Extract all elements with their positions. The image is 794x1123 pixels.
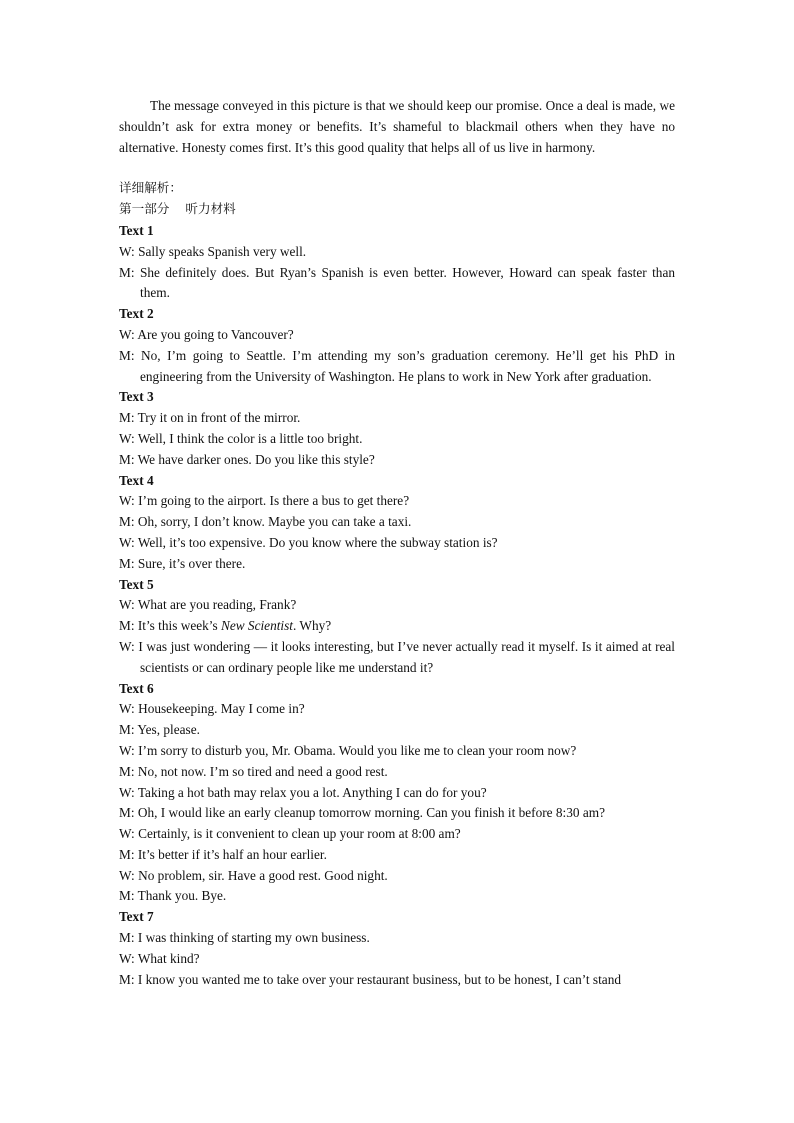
dialogue-text: Oh, sorry, I don’t know. Maybe you can take a taxi. — [137, 514, 412, 530]
speaker-label: M: — [119, 805, 135, 821]
dialogue-text: Oh, I would like an early cleanup tomorrow morning. Can you finish it before 8:30 am? — [137, 805, 605, 821]
speaker-label: M: — [119, 264, 135, 280]
dialogue-line — [119, 783, 675, 804]
dialogue-line — [119, 886, 675, 907]
dialogue-line — [119, 949, 675, 970]
text-section-title: Text 6 — [119, 680, 154, 696]
speaker-label: W: — [119, 826, 135, 842]
text-section — [119, 387, 675, 470]
dialogue-text: We have darker ones. Do you like this style? — [137, 451, 375, 467]
text-section — [119, 575, 675, 679]
dialogue-line — [119, 408, 675, 429]
dialogue-text: Yes, please. — [137, 722, 200, 738]
speaker-label: W: — [119, 243, 135, 259]
dialogue-text: Well, I think the color is a little too bright. — [137, 430, 363, 446]
dialogue-line — [119, 845, 675, 866]
dialogue-text-before: It’s this week’s — [137, 618, 221, 634]
analysis-heading: 详细解析： — [119, 180, 182, 196]
dialogue-line — [119, 429, 675, 450]
speaker-label: W: — [119, 326, 135, 342]
speaker-label: M: — [119, 722, 135, 738]
text-section — [119, 907, 675, 990]
intro-paragraph: The message conveyed in this picture is that we should keep our promise. Once a deal is made, we shouldn’t ask for extra money or benefits. It’s shameful to blackmail others when they have no alternative. Honesty comes first. It’s this good quality that helps all of us live in harmony. — [119, 98, 675, 155]
dialogue-line — [119, 554, 675, 575]
dialogue-text: Well, it’s too expensive. Do you know where the subway station is? — [137, 534, 498, 550]
speaker-label: W: — [119, 701, 135, 717]
speaker-label: W: — [119, 867, 135, 883]
speaker-label: M: — [119, 451, 135, 467]
dialogue-line — [119, 803, 675, 824]
magazine-title: New Scientist — [220, 618, 293, 634]
dialogue-line — [119, 491, 675, 512]
dialogue-text: What are you reading, Frank? — [137, 597, 297, 613]
text-section — [119, 471, 675, 575]
dialogue-text: I’m sorry to disturb you, Mr. Obama. Would you like me to clean your room now? — [138, 742, 577, 758]
speaker-label: W: — [119, 597, 135, 613]
dialogue-text: She definitely does. But Ryan’s Spanish is even better. However, Howard can speak faster than them. — [140, 264, 676, 301]
speaker-label: W: — [119, 742, 135, 758]
dialogue-line — [119, 263, 675, 305]
speaker-label: W: — [119, 493, 135, 509]
dialogue-text: Certainly, is it convenient to clean up your room at 8:00 am? — [138, 826, 461, 842]
dialogue-line — [119, 637, 675, 679]
dialogue-text-after: . Why? — [293, 618, 332, 634]
dialogue-line — [119, 928, 675, 949]
speaker-label: M: — [119, 971, 135, 987]
dialogue-line — [119, 616, 675, 637]
text-section — [119, 221, 675, 304]
speaker-label: W: — [119, 638, 135, 654]
text-section-title: Text 7 — [119, 909, 154, 925]
dialogue-line — [119, 325, 675, 346]
dialogue-text: Thank you. Bye. — [137, 888, 227, 904]
speaker-label: W: — [119, 784, 135, 800]
text-section — [119, 679, 675, 908]
dialogue-text: Are you going to Vancouver? — [137, 326, 294, 342]
dialogue-text: I was thinking of starting my own business. — [137, 930, 370, 946]
dialogue-text: I’m going to the airport. Is there a bus to get there? — [138, 493, 410, 509]
dialogue-text: I was just wondering — it looks interesting, but I’ve never actually read it myself. Is it aimed at real scientists or can ordinary people like me understand it? — [138, 638, 675, 675]
dialogue-text: Sure, it’s over there. — [137, 555, 246, 571]
dialogue-text: Taking a hot bath may relax you a lot. Anything I can do for you? — [137, 784, 487, 800]
dialogue-text: No, I’m going to Seattle. I’m attending my son’s graduation ceremony. He’ll get his PhD in engineering from the University of Washington. He plans to work in New York after graduation. — [140, 347, 675, 384]
dialogue-line — [119, 450, 675, 471]
dialogue-text: No problem, sir. Have a good rest. Good night. — [138, 867, 388, 883]
speaker-label: W: — [119, 534, 135, 550]
speaker-label: M: — [119, 763, 135, 779]
speaker-label: M: — [119, 410, 135, 426]
dialogue-line — [119, 762, 675, 783]
dialogue-text: Sally speaks Spanish very well. — [138, 243, 307, 259]
speaker-label: W: — [119, 430, 135, 446]
dialogue-text: It’s better if it’s half an hour earlier. — [137, 846, 327, 862]
text-section-title: Text 1 — [119, 222, 154, 238]
dialogue-line — [119, 699, 675, 720]
document-body — [119, 96, 675, 990]
dialogue-text: I know you wanted me to take over your restaurant business, but to be honest, I can’t stand — [137, 971, 621, 987]
speaker-label: M: — [119, 514, 135, 530]
dialogue-text: Housekeeping. May I come in? — [138, 701, 305, 717]
speaker-label: M: — [119, 347, 135, 363]
part-heading-text: 第一部分 听力材料 — [119, 201, 236, 217]
text-section — [119, 304, 675, 387]
dialogue-text: No, not now. I’m so tired and need a good rest. — [137, 763, 388, 779]
text-section-title: Text 2 — [119, 306, 154, 322]
dialogue-line — [119, 242, 675, 263]
dialogue-line — [119, 824, 675, 845]
text-section-list — [119, 221, 675, 990]
dialogue-line — [119, 346, 675, 388]
speaker-label: W: — [119, 950, 135, 966]
speaker-label: M: — [119, 618, 135, 634]
part-heading — [119, 199, 675, 220]
dialogue-line — [119, 970, 675, 991]
speaker-label: M: — [119, 846, 135, 862]
text-section-title: Text 3 — [119, 389, 154, 405]
speaker-label: M: — [119, 888, 135, 904]
text-section-title: Text 4 — [119, 472, 154, 488]
dialogue-line — [119, 741, 675, 762]
text-section-title: Text 5 — [119, 576, 154, 592]
dialogue-text: Try it on in front of the mirror. — [137, 410, 301, 426]
dialogue-line — [119, 595, 675, 616]
dialogue-line — [119, 866, 675, 887]
dialogue-text: What kind? — [137, 950, 200, 966]
dialogue-line — [119, 720, 675, 741]
speaker-label: M: — [119, 930, 135, 946]
dialogue-line — [119, 512, 675, 533]
dialogue-line — [119, 533, 675, 554]
speaker-label: M: — [119, 555, 135, 571]
